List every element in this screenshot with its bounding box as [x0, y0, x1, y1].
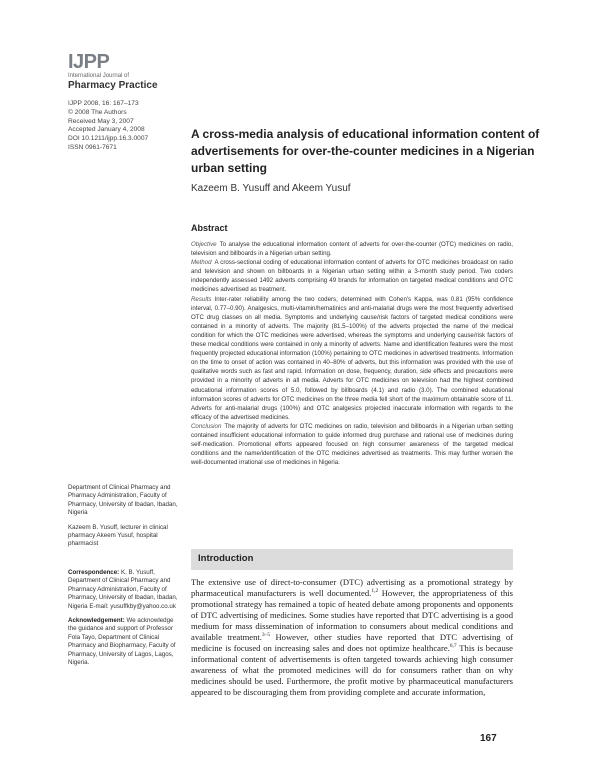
intro-text: This is because informational content of advertisements is often targeted towards achieving high consumer awareness of what the promoted medicines will do for consumers rather than on why medicines should be used. Furthermore, the profit motive by pharmaceutical manufacturers appeared to be discouraging them from providing complete and accurate information, — [191, 643, 513, 698]
intro-text: However, the appropriateness of this promotional strategy has remained a topic of heated debate among proponents and opponents of DTC advertising of medicines. Some studies have reported that DTC advertising is a good medium for mass dissemination of information to consumers about medical conditions and available treatment. — [191, 588, 514, 643]
correspondence-text: K. B. Yusuff, Department of Clinical Pharmacy and Pharmacy Administration, Faculty of Pharmacy, University of Ibadan, Ibadan, Nigeria E-mail: yusuffkby@yahoo.co.uk — [68, 569, 178, 610]
accepted-date: Accepted January 4, 2008 — [68, 126, 145, 134]
abstract-text: A cross-sectional coding of educational information content of adverts for OTC medicines broadcast on radio and television and shown on billboards in a Nigerian urban setting within a 3-month study period. Two coders independently assessed 1492 adverts comprising 49 brands for information on targeted medical conditions and OTC medicines advertised as treatment. — [191, 259, 513, 294]
correspondence-label: Correspondence: — [68, 569, 120, 576]
reference-marker: 3–5 — [261, 632, 271, 639]
doi: DOI 10.1211/ijpp.16.3.0007 — [68, 135, 149, 143]
copyright: © 2008 The Authors — [68, 108, 127, 116]
intro-text: The extensive use of direct-to-consumer (DTC) advertising as a promotional strategy by pharmaceutical manufacturers is well documented. — [191, 577, 513, 599]
acknowledgement-text: We acknowledge the guidance and support of Professor Fola Tayo, Department of Clinical Pharmacy and Biopharmacy, Faculty of Pharmacy, University of Lagos, Lagos, Nigeria. — [68, 617, 176, 667]
abstract-results — [191, 295, 513, 422]
citation: IJPP 2008, 16: 167–173 — [68, 100, 139, 107]
journal-abbr: IJPP — [68, 51, 110, 73]
abstract-label: Results — [191, 295, 212, 303]
abstract-label: Method — [191, 259, 212, 267]
abstract-text: Inter-rater reliability among the two coders, determined with Cohen's Kappa, was 0.81 (95% confidence interval, 0.77–0.90). Analgesics, multi-vitamin/hematinics and anti-malarial drugs were the most frequently advertised OTC drug classes on all media. Symptoms and underlying cause/risk factors of targeted medical conditions were contained in a minority of adverts. The majority (81.5–100%) of the adverts projected the name of the medical condition for which the OTC medicines were advertised, whereas the symptoms and underlying cause/risk factors of these medical conditions were contained in only a minority of adverts. Name and identification features were the most frequently projected educational information (100%) pertaining to OTC medicines in advertised treatments. Information on the time to onset of action was contained in 40–80% of adverts, but this information was provided with the use of qualitative words such as fast and rapid. Information on dose, frequency, duration, side effects and precautions were provided in a minority of adverts in all media. Adverts for OTC medicines on television had the highest combined educational information scores of 5.0, followed by billboards (4.1) and radio (3.0). The combined educational information scores of adverts for OTC medicines on the three media fell short of the maximum obtainable score of 11. Adverts for anti-malarial drugs (100%) and OTC analgesics projected inaccurate information with regards to the efficacy of the advertised medicines. — [191, 295, 513, 421]
intro-text: However, other studies have reported that DTC advertising of medicine is focused on increasing sales and does not optimize healthcare. — [191, 632, 514, 654]
abstract-body — [191, 240, 513, 467]
acknowledgement-label: Acknowledgement: — [68, 617, 125, 625]
reference-marker: 6,7 — [449, 643, 457, 650]
correspondence-note — [68, 569, 180, 673]
acknowledgement — [68, 617, 180, 667]
article-authors: Kazeem B. Yusuff and Akeem Yusuf — [191, 183, 351, 194]
abstract-text: To analyse the educational information content of adverts for over-the-counter (OTC) medicines on radio, television and billboards in a Nigerian urban setting. — [191, 241, 513, 258]
issn: ISSN 0961-7671 — [68, 143, 117, 151]
abstract-method — [191, 258, 513, 294]
abstract-heading: Abstract — [191, 223, 228, 233]
journal-logo — [68, 52, 168, 92]
author-roles: Kazeem B. Yusuff, lecturer in clinical pharmacy Akeem Yusuf, hospital pharmacist — [68, 523, 168, 548]
journal-name: Pharmacy Practice — [68, 80, 158, 91]
abstract-text: The majority of adverts for OTC medicines on radio, television and billboards in a Nigerian urban setting contained insufficient educational information to guide informed drug purchase and rational use of medicines during self-medication. Promotional efforts appeared focused on high consumer awareness of the targeted medical conditions and the name/identification of the OTC medicines advertised as treatments. This may further worsen the well-documented irrational use of medicines in Nigeria. — [191, 422, 513, 467]
introduction-body — [191, 577, 513, 699]
article-metadata — [68, 100, 178, 153]
abstract-objective — [191, 240, 513, 258]
journal-subtitle: International Journal of — [68, 73, 130, 79]
received-date: Received May 3, 2007 — [68, 117, 134, 125]
abstract-conclusion — [191, 422, 513, 467]
page-number: 167 — [480, 733, 497, 744]
abstract-label: Conclusion — [191, 422, 222, 430]
department-affiliation: Department of Clinical Pharmacy and Pharmacy Administration, Faculty of Pharmacy, University of Ibadan, Ibadan, Nigeria — [68, 484, 178, 517]
correspondence — [68, 569, 180, 611]
article-title: A cross-media analysis of educational information content of advertisements for over-the-counter medicines in a Nigerian urban setting — [191, 127, 540, 175]
affiliation-notes — [68, 484, 180, 555]
introduction-heading: Introduction — [198, 553, 254, 564]
abstract-label: Objective — [191, 241, 217, 248]
reference-marker: 1,2 — [371, 588, 379, 595]
